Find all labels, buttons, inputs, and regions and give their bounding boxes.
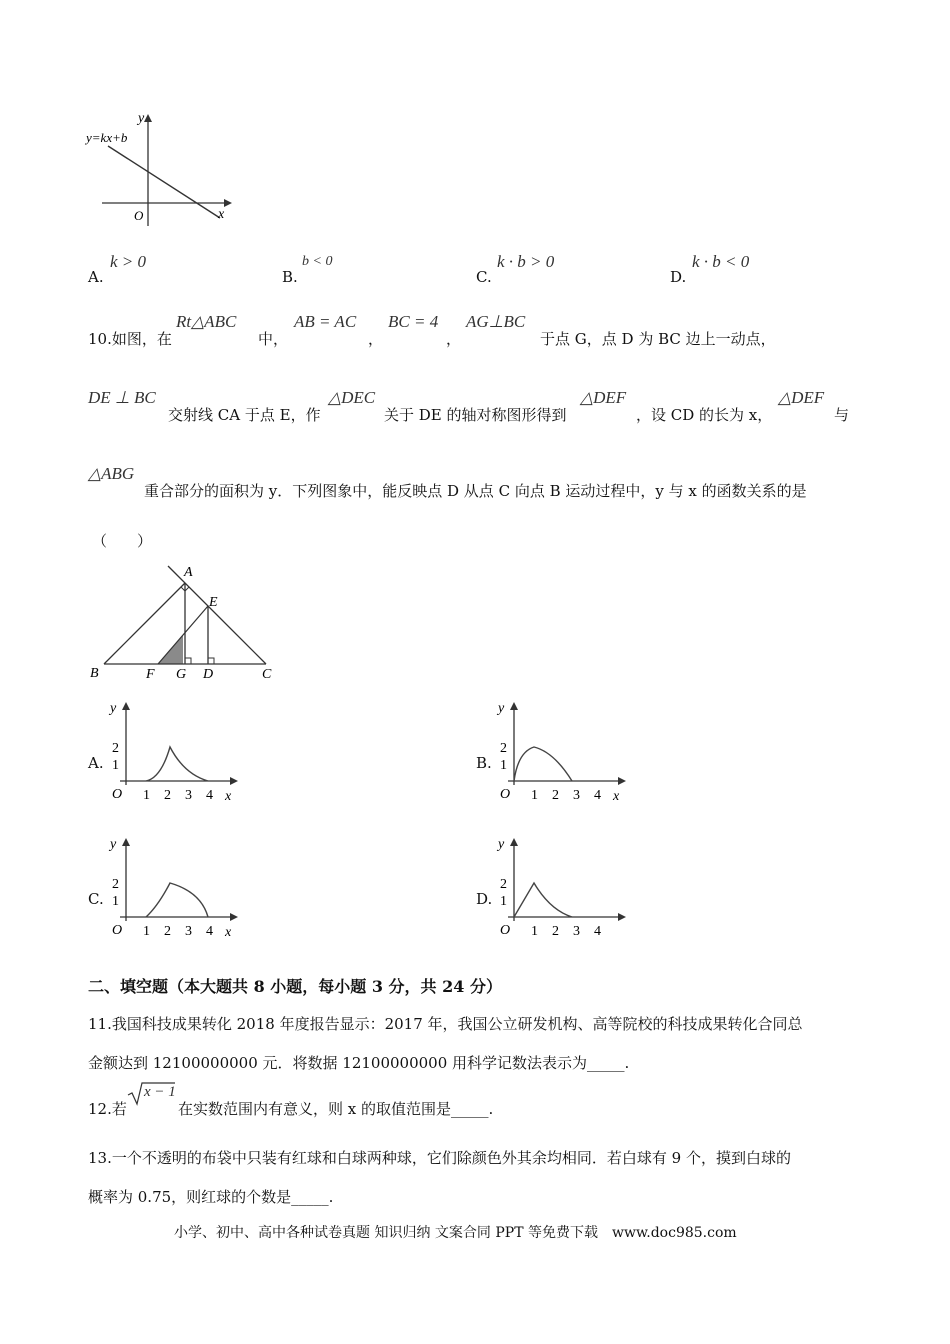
q9-option-d-expr: k · b < 0 (692, 252, 750, 271)
q10-option-a-letter: A. (88, 754, 104, 772)
y-tick-label: 2 (500, 877, 507, 892)
q10-l3-m1: △ABG (88, 464, 135, 483)
q10-l2-t4: 与 (834, 406, 850, 424)
q10-l2-m1: DE ⊥ BC (88, 388, 156, 407)
origin-label: O (112, 787, 123, 802)
q10-answer-parens: （ ） (92, 532, 153, 550)
x-axis-arrow-icon (618, 913, 626, 921)
x-tick-label: 2 (552, 788, 559, 803)
y-axis-arrow-icon (122, 838, 130, 846)
point-b-label: B (90, 666, 99, 681)
q10-l1-m2: AB = AC (294, 312, 357, 331)
x-tick-label: 1 (531, 924, 538, 939)
q13-line1: 13.一个不透明的布袋中只装有红球和白球两种球，它们除颜色外其余均相同．若白球有 9 个，摸到白球的 (88, 1149, 791, 1167)
q11-line1: 11.我国科技成果转化 2018 年度报告显示：2017 年，我国公立研发机构、高等院校的科技成果转化合同总 (88, 1015, 803, 1033)
y-axis-arrow-icon (122, 702, 130, 710)
x-axis-label: x (218, 207, 225, 222)
x-tick-label: 3 (185, 788, 192, 803)
q10-l1-m4: AG⊥BC (466, 312, 526, 331)
section-heading: 二、填空题（本大题共 8 小题，每小题 3 分，共 24 分） (88, 977, 502, 996)
y-axis-label: y (498, 837, 505, 852)
x-axis-label: x (225, 925, 232, 940)
option-b-graph (494, 696, 634, 806)
q10-l1-m1: Rt△ABC (176, 312, 237, 331)
point-f-label: F (146, 667, 155, 682)
option-c-graph (106, 832, 246, 942)
q10-l2-t2: 关于 DE 的轴对称图形得到 (384, 406, 567, 424)
q9-option-b-letter: B. (282, 268, 298, 286)
q9-option-b-expr: b < 0 (302, 254, 333, 269)
y-axis-label: y (110, 701, 117, 716)
y-axis-arrow-icon (510, 702, 518, 710)
function-curve (514, 747, 572, 781)
origin-label: O (500, 923, 511, 938)
q9-option-a-expr: k > 0 (110, 252, 147, 271)
q10-option-b-letter: B. (476, 754, 492, 772)
q10-l2-t3: ，设 CD 的长为 x， (636, 406, 773, 424)
triangle-figure (86, 560, 286, 684)
point-g-label: G (176, 667, 187, 682)
option-d-graph (494, 832, 634, 942)
q10-option-c-letter: C. (88, 890, 104, 908)
function-curve (146, 883, 208, 917)
x-tick-label: 3 (573, 788, 580, 803)
q10-l1-t4: 于点 G，点 D 为 BC 边上一动点， (540, 330, 776, 348)
y-tick-label: 1 (112, 758, 119, 773)
q9-option-c-expr: k · b > 0 (497, 252, 555, 271)
function-curve (146, 747, 208, 781)
q12-suffix: 在实数范围内有意义，则 x 的取值范围是_____. (178, 1100, 494, 1118)
q10-l1-t3: ， (446, 330, 462, 348)
y-axis-label: y (138, 111, 145, 126)
x-axis-arrow-icon (618, 777, 626, 785)
function-curve (514, 883, 572, 917)
x-tick-label: 4 (594, 924, 601, 939)
q11-line2: 金额达到 12100000000 元．将数据 12100000000 用科学记数法表示为_____. (88, 1054, 630, 1072)
point-a-label: A (184, 565, 193, 580)
y-tick-label: 1 (500, 758, 507, 773)
q12-prefix: 12.若 (88, 1100, 127, 1118)
x-axis-arrow-icon (230, 913, 238, 921)
x-tick-label: 4 (594, 788, 601, 803)
q10-l2-t1: 交射线 CA 于点 E，作 (168, 406, 321, 424)
footer-text: 小学、初中、高中各种试卷真题 知识归纳 文案合同 PPT 等免费下载 www.doc985.com (174, 1225, 737, 1241)
x-tick-label: 3 (573, 924, 580, 939)
y-tick-label: 1 (500, 894, 507, 909)
x-tick-label: 2 (164, 788, 171, 803)
origin-label: O (134, 208, 144, 223)
q9-option-d-letter: D. (670, 268, 687, 286)
x-tick-label: 2 (164, 924, 171, 939)
equation-label: y=kx+b (86, 130, 128, 145)
q10-l2-m4: △DEF (778, 388, 825, 407)
x-tick-label: 3 (185, 924, 192, 939)
x-tick-label: 4 (206, 788, 213, 803)
point-d-label: D (203, 667, 214, 682)
point-e-label: E (209, 595, 218, 610)
q10-l1-m3: BC = 4 (388, 312, 439, 331)
x-axis-arrow-icon (230, 777, 238, 785)
q10-l1-t2: ， (368, 330, 384, 348)
x-tick-label: 1 (143, 924, 150, 939)
y-axis-label: y (498, 701, 505, 716)
y-tick-label: 1 (112, 894, 119, 909)
x-tick-label: 4 (206, 924, 213, 939)
origin-label: O (500, 787, 511, 802)
y-tick-label: 2 (112, 741, 119, 756)
linear-function-graph (84, 108, 244, 228)
q10-l2-m3: △DEF (580, 388, 627, 407)
q9-option-a-letter: A. (88, 268, 104, 286)
x-axis-label: x (225, 789, 232, 804)
y-tick-label: 2 (500, 741, 507, 756)
y-tick-label: 2 (112, 877, 119, 892)
x-tick-label: 2 (552, 924, 559, 939)
x-tick-label: 1 (531, 788, 538, 803)
x-tick-label: 1 (143, 788, 150, 803)
option-a-graph (106, 696, 246, 806)
q9-option-c-letter: C. (476, 268, 492, 286)
y-axis-label: y (110, 837, 117, 852)
point-c-label: C (262, 667, 272, 682)
q10-l3-t1: 重合部分的面积为 y．下列图象中，能反映点 D 从点 C 向点 B 运动过程中，y 与 x 的函数关系的是 (144, 482, 807, 500)
q12-radicand: x − 1 (144, 1084, 176, 1100)
q10-l1-t1: 中， (258, 330, 289, 348)
y-axis-arrow-icon (510, 838, 518, 846)
origin-label: O (112, 923, 123, 938)
q13-line2: 概率为 0.75，则红球的个数是_____. (88, 1188, 334, 1206)
q10-l1-prefix: 10.如图，在 (88, 330, 172, 348)
x-axis-label: x (613, 789, 620, 804)
q10-l2-m2: △DEC (328, 388, 376, 407)
q10-option-d-letter: D. (476, 890, 493, 908)
